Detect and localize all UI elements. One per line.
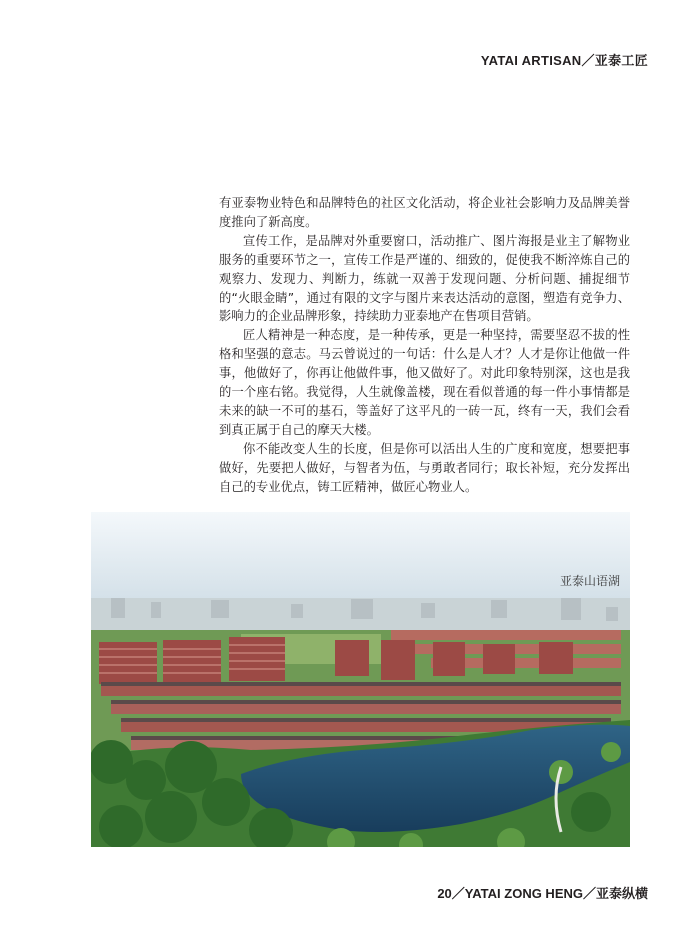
page-footer: 20／YATAI ZONG HENG／亚泰纵横 bbox=[437, 886, 648, 901]
article-body bbox=[219, 194, 630, 497]
aerial-photo-illustration bbox=[91, 512, 630, 847]
paragraph: 有亚泰物业特色和品牌特色的社区文化活动，将企业社会影响力及品牌美誉度推向了新高度。 bbox=[219, 196, 630, 229]
aerial-photo bbox=[91, 512, 630, 847]
paragraph: 匠人精神是一种态度，是一种传承，更是一种坚持，需要坚忍不拔的性格和坚强的意志。马云曾说过的一句话：什么是人才？人才是你让他做一件事，他做好了，你再让他做件事，他又做好了。对此印象特别深，这也是我的一个座右铭。我觉得，人生就像盖楼，现在看似普通的每一件小事情都是未来的缺一不可的基石，等盖好了这平凡的一砖一瓦，终有一天，我们会看到真正属于自己的摩天大楼。 bbox=[219, 328, 630, 437]
paragraph: 你不能改变人生的长度，但是你可以活出人生的广度和宽度，想要把事做好，先要把人做好，与智者为伍，与勇敢者同行；取长补短，充分发挥出自己的专业优点，铸工匠精神，做匠心物业人。 bbox=[219, 441, 630, 494]
running-header: YATAI ARTISAN／亚泰工匠 bbox=[480, 53, 648, 68]
paragraph: 宣传工作，是品牌对外重要窗口，活动推广、图片海报是业主了解物业服务的重要环节之一，宣传工作是严谨的、细致的，促使我不断淬炼自己的观察力、发现力、判断力，练就一双善于发现问题、分析问题、捕捉细节的“火眼金睛”，通过有限的文字与图片来表达活动的意图，塑造有竞争力、影响力的企业品牌形象，持续助力亚泰地产在售项目营销。 bbox=[219, 233, 630, 324]
photo-caption: 亚泰山语湖 bbox=[559, 574, 620, 588]
